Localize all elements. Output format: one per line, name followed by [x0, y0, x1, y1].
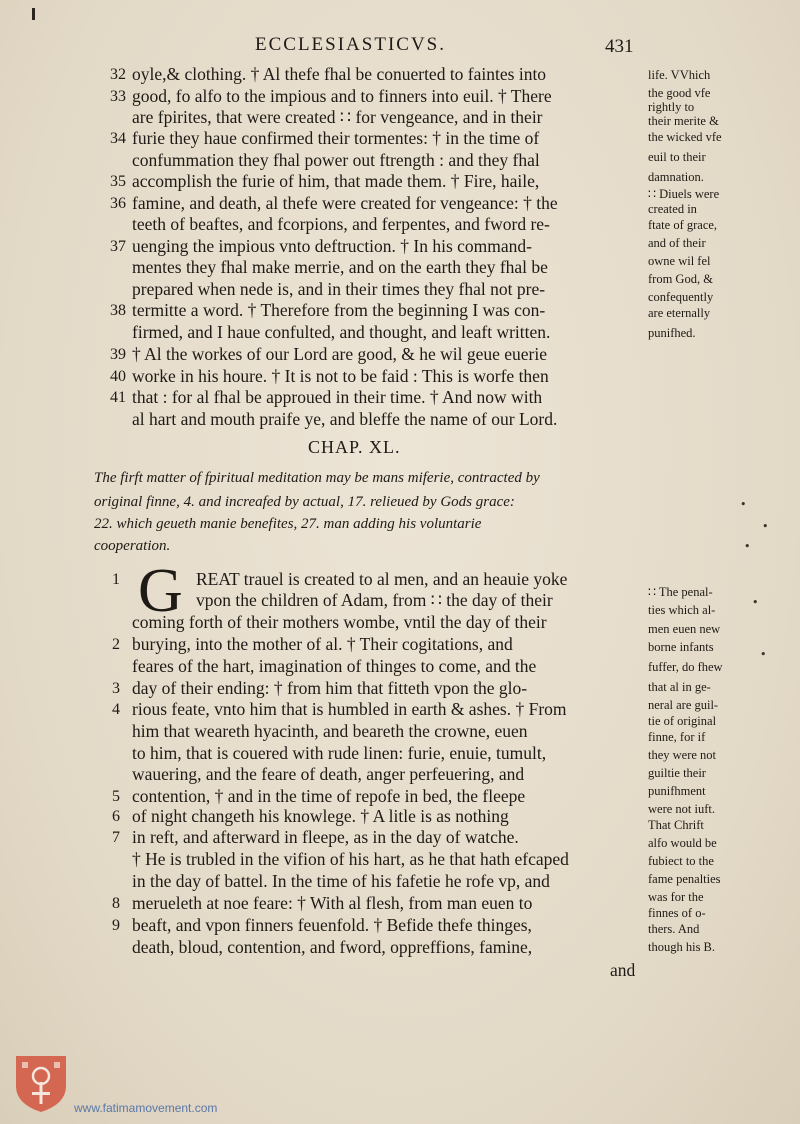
verse-number: 32	[110, 66, 126, 83]
running-head: ECCLESIASTICVS.	[255, 34, 446, 55]
text-line: vpon the children of Adam, from ∷ the day of their	[196, 590, 553, 610]
argument-line: original finne, 4. and increafed by actual, 17. relieued by Gods grace:	[94, 494, 515, 510]
verse-number: 8	[112, 895, 120, 912]
verse-number: 7	[112, 829, 120, 846]
text-line: day of their ending: † from him that fitteth vpon the glo-	[132, 678, 528, 698]
margin-note-line: finnes of o-	[648, 906, 706, 920]
margin-note-line: and of their	[648, 236, 706, 250]
margin-note-line: neral are guil-	[648, 698, 719, 712]
verse-number: 6	[112, 808, 120, 825]
text-line: al hart and mouth praife ye, and bleffe the name of our Lord.	[132, 409, 558, 429]
text-line: † Al the workes of our Lord are good, & he wil geue euerie	[132, 344, 548, 364]
margin-note-line: were not iuft.	[648, 802, 715, 816]
text-line: are fpirites, that were created ∷ for vengeance, and in their	[132, 107, 543, 127]
verse-number: 9	[112, 917, 120, 934]
margin-note-line: rightly to	[648, 100, 695, 114]
text-line: confummation they fhal power out ftrength : and they fhal	[132, 150, 540, 170]
margin-note-line: created in	[648, 202, 697, 216]
text-line: coming forth of their mothers wombe, vntil the day of their	[132, 612, 547, 632]
margin-note-line: from God, &	[648, 272, 713, 286]
text-line: † He is trubled in the vifion of his hart, as he that hath efcaped	[132, 849, 569, 869]
margin-note-line: euil to their	[648, 150, 706, 164]
margin-note-line: they were not	[648, 748, 717, 762]
margin-note-line: confequently	[648, 290, 714, 304]
text-line: accomplish the furie of him, that made them. † Fire, haile,	[132, 171, 540, 191]
margin-note-line: the good vfe	[648, 86, 711, 100]
text-line: that : for al fhal be approued in their time. † And now with	[132, 387, 543, 407]
margin-note-line: thers. And	[648, 922, 700, 936]
text-line: REAT trauel is created to al men, and an heauie yoke	[196, 569, 568, 589]
margin-note-line: ∷ The penal-	[648, 585, 713, 599]
text-line: in reft, and afterward in fleepe, as in the day of watche.	[132, 827, 519, 847]
margin-note-line: guiltie their	[648, 766, 706, 780]
print-mark: •	[760, 648, 767, 661]
text-line: furie they haue confirmed their tormentes: † in the time of	[132, 128, 540, 148]
text-line: and	[610, 960, 636, 980]
text-line: firmed, and I haue confulted, and thought, and leaft written.	[132, 322, 551, 342]
verse-number: 5	[112, 788, 120, 805]
margin-note-line: owne wil fel	[648, 254, 711, 268]
drop-cap: G	[138, 557, 183, 625]
margin-note-line: are eternally	[648, 306, 711, 320]
text-line: famine, and death, al thefe were created for vengeance: † the	[132, 193, 558, 213]
chapter-heading: CHAP. XL.	[308, 437, 401, 457]
margin-note-line: alfo would be	[648, 836, 717, 850]
verse-number: 41	[110, 389, 126, 406]
margin-note-line: life. VVhich	[648, 68, 711, 82]
argument-line: The firft matter of fpiritual meditation may be mans miferie, contracted by	[94, 470, 540, 486]
page-number: 431	[605, 36, 634, 57]
verse-number: 37	[110, 238, 126, 255]
print-mark: •	[740, 498, 747, 511]
text-line: rious feate, vnto him that is humbled in earth & ashes. † From	[132, 699, 567, 719]
text-line: death, bloud, contention, and fword, oppreffions, famine,	[132, 937, 533, 957]
margin-note-line: finne, for if	[648, 730, 706, 744]
text-line: in the day of battel. In the time of his fafetie he rofe vp, and	[132, 871, 550, 891]
text-line: of night changeth his knowlege. † A litle is as nothing	[132, 806, 509, 826]
text-line: uenging the impious vnto deftruction. † In his command-	[132, 236, 533, 256]
text-line: prepared when nede is, and in their times they fhal not pre-	[132, 279, 546, 299]
margin-note-line: ties which al-	[648, 603, 716, 617]
verse-number: 35	[110, 173, 126, 190]
fatima-shield-icon	[12, 1052, 70, 1114]
argument-line: 22. which geueth manie benefites, 27. man adding his voluntarie	[94, 516, 482, 532]
text-line: feares of the hart, imagination of thinges to come, and the	[132, 656, 537, 676]
margin-note-line: tie of original	[648, 714, 717, 728]
margin-note-line: that al in ge-	[648, 680, 711, 694]
verse-number: 38	[110, 302, 126, 319]
print-mark: •	[762, 520, 769, 533]
text-line: burying, into the mother of al. † Their cogitations, and	[132, 634, 513, 654]
text-line: teeth of beaftes, and fcorpions, and ferpentes, and fword re-	[132, 214, 550, 234]
margin-note-line: ∷ Diuels were	[648, 187, 720, 201]
margin-note-line: damnation.	[648, 170, 704, 184]
text-line: wauering, and the feare of death, anger perfeuering, and	[132, 764, 525, 784]
verse-number: 33	[110, 88, 126, 105]
verse-number: 39	[110, 346, 126, 363]
margin-note-line: punifhed.	[648, 326, 696, 340]
verse-number: 3	[112, 680, 120, 697]
margin-note-line: the wicked vfe	[648, 130, 722, 144]
text-line: merueleth at noe feare: † With al flesh, from man euen to	[132, 893, 533, 913]
verse-number: 36	[110, 195, 126, 212]
binding-mark	[32, 8, 35, 20]
margin-note-line: punifhment	[648, 784, 706, 798]
text-line: termitte a word. † Therefore from the beginning I was con-	[132, 300, 546, 320]
text-line: worke in his houre. † It is not to be faid : This is worfe then	[132, 366, 549, 386]
text-line: contention, † and in the time of repofe in bed, the fleepe	[132, 786, 526, 806]
margin-note-line: fuffer, do fhew	[648, 660, 723, 674]
margin-note-line: fame penalties	[648, 872, 721, 886]
verse-number: 2	[112, 636, 120, 653]
margin-note-line: That Chrift	[648, 818, 704, 832]
text-line: him that weareth hyacinth, and beareth the crowne, euen	[132, 721, 528, 741]
text-line: beaft, and vpon finners feuenfold. † Befide thefe thinges,	[132, 915, 532, 935]
verse-number: 1	[112, 571, 120, 588]
margin-note-line: men euen new	[648, 622, 721, 636]
margin-note-line: ftate of grace,	[648, 218, 718, 232]
verse-number: 34	[110, 130, 126, 147]
verse-number: 40	[110, 368, 126, 385]
text-line: mentes they fhal make merrie, and on the earth they fhal be	[132, 257, 548, 277]
print-mark: •	[744, 540, 751, 553]
verse-number: 4	[112, 701, 120, 718]
margin-note-line: though his B.	[648, 940, 716, 954]
margin-note-line: borne infants	[648, 640, 714, 654]
margin-note-line: was for the	[648, 890, 704, 904]
text-line: to him, that is couered with rude linen: furie, enuie, tumult,	[132, 743, 547, 763]
margin-note-line: their merite &	[648, 114, 719, 128]
text-line: oyle,& clothing. † Al thefe fhal be conuerted to faintes into	[132, 64, 547, 84]
text-line: good, fo alfo to the impious and to finners into euil. † There	[132, 86, 552, 106]
print-mark: •	[752, 596, 759, 609]
margin-note-line: fubiect to the	[648, 854, 714, 868]
watermark-url[interactable]: www.fatimamovement.com	[74, 1101, 218, 1115]
argument-line: cooperation.	[94, 538, 171, 554]
